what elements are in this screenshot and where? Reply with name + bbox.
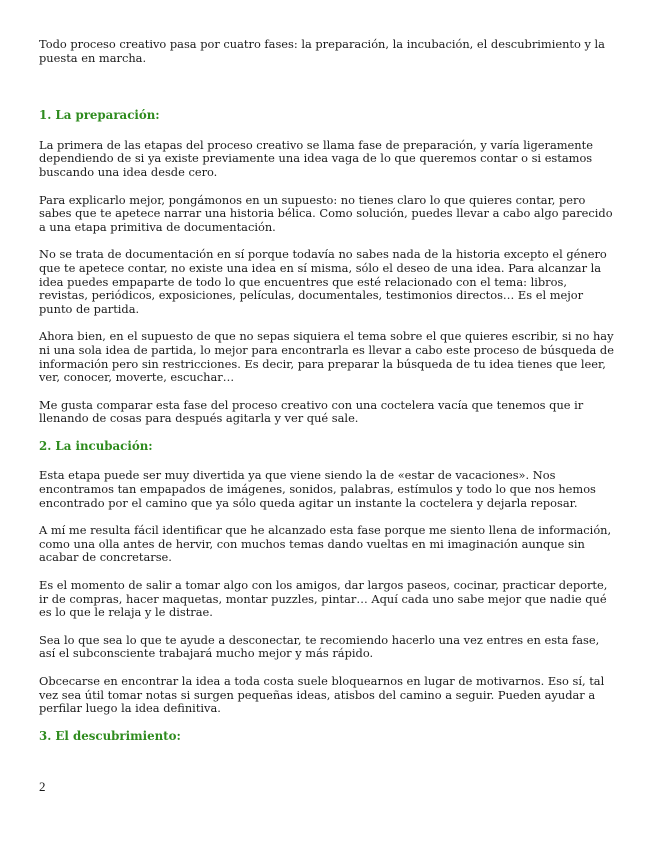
section-heading-preparacion: 1. La preparación:	[39, 108, 160, 123]
section-heading-descubrimiento: 3. El descubrimiento:	[39, 728, 181, 743]
paragraph: Es el momento de salir a tomar algo con los amigos, dar largos paseos, cocinar, practicar deporte, ir de compras, hacer maquetas, montar puzzles, pintar… Aquí cada uno sabe mejor que nadie qué es lo que le relaja y le distrae.	[39, 578, 608, 620]
paragraph: Para explicarlo mejor, pongámonos en un supuesto: no tienes claro lo que quieres contar, pero sabes que te apetece narrar una historia bélica. Como solución, puedes llevar a cabo algo parecido a una etapa primitiva de documentación.	[39, 192, 613, 234]
paragraph: Obcecarse en encontrar la idea a toda costa suele bloquearnos en lugar de motivarnos. Eso sí, tal vez sea útil tomar notas si surgen pequeñas ideas, atisbos del camino a seguir. Pueden ayudar a perfilar luego la idea definitiva.	[39, 674, 605, 716]
paragraph: Esta etapa puede ser muy divertida ya que viene siendo la de «estar de vacaciones». Nos encontramos tan empapados de imágenes, sonidos, palabras, estímulos y todo lo que nos hemos encontrado por el camino que ya sólo queda agitar un instante la coctelera y dejarla reposar.	[39, 468, 596, 510]
paragraph: No se trata de documentación en sí porque todavía no sabes nada de la historia excepto el género que te apetece contar, no existe una idea en sí misma, sólo el deseo de una idea. Para alcanzar la idea puedes empaparte de todo lo que encuentres que esté relacionado con el tema: libros, revistas, periódicos, exposiciones, películas, documentales, testimonios directos… Es el mejor punto de partida.	[39, 247, 607, 316]
paragraph: La primera de las etapas del proceso creativo se llama fase de preparación, y varía ligeramente dependiendo de si ya existe previamente una idea vaga de lo que queremos contar o si estamos buscando una idea desde cero.	[39, 137, 593, 179]
section-heading-incubacion: 2. La incubación:	[39, 438, 153, 453]
intro-paragraph: Todo proceso creativo pasa por cuatro fases: la preparación, la incubación, el descubrimiento y la puesta en marcha.	[39, 37, 605, 65]
paragraph: Sea lo que sea lo que te ayude a desconectar, te recomiendo hacerlo una vez entres en esta fase, así el subconsciente trabajará mucho mejor y más rápido.	[39, 632, 600, 661]
paragraph: Me gusta comparar esta fase del proceso creativo con una coctelera vacía que tenemos que ir llenando de cosas para después agitarla y ver qué sale.	[39, 397, 584, 426]
page-number: 2	[39, 779, 46, 794]
paragraph: Ahora bien, en el supuesto de que no sepas siquiera el tema sobre el que quieres escribir, si no hay ni una sola idea de partida, lo mejor para encontrarla es llevar a cabo este proceso de búsqueda de información pero sin restricciones. Es decir, para preparar la búsqueda de tu idea tienes que leer, ver, conocer, moverte, escuchar…	[39, 329, 614, 385]
paragraph: A mí me resulta fácil identificar que he alcanzado esta fase porque me siento llena de información, como una olla antes de hervir, con muchos temas dando vueltas en mi imaginación aunque sin acabar de concretarse.	[39, 523, 612, 565]
